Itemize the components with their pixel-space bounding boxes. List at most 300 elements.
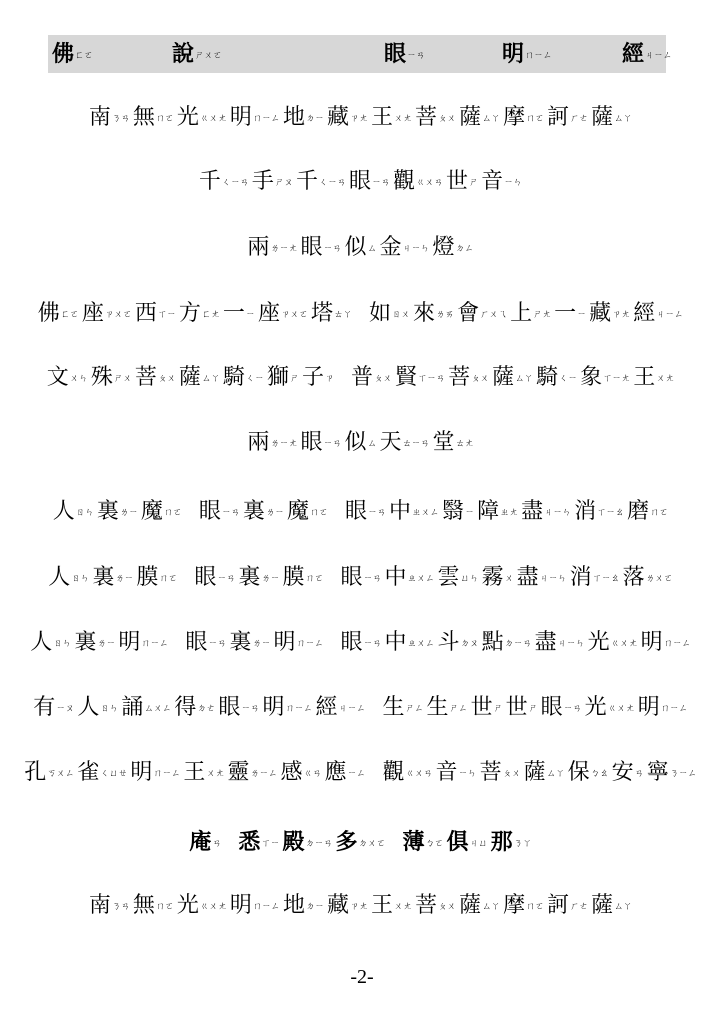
verse-line: [0, 888, 724, 925]
title-bar: [48, 35, 673, 73]
hanzi: 眼: [194, 565, 217, 590]
hanzi: 明: [640, 630, 663, 655]
zhuyin-annotation: ㄎㄨㄥ: [47, 769, 75, 779]
zhuyin-annotation: ㄇㄧㄥ: [153, 769, 181, 779]
zhuyin-annotation: ㄋㄧㄥ: [669, 769, 697, 779]
zhuyin-annotation: ㄌㄧㄥ: [250, 769, 278, 779]
zhuyin-annotation: ㄨㄤ: [394, 902, 413, 912]
zhuyin-annotation: ㄗㄤ: [612, 310, 631, 320]
hanzi: 西: [134, 301, 157, 326]
zhuyin-annotation: ㄇㄧㄥ: [285, 704, 313, 714]
hanzi: 文: [46, 365, 69, 390]
annotated-char: [223, 301, 258, 326]
zhuyin-annotation: ㄇㄛ: [155, 114, 174, 124]
annotated-char: [433, 235, 477, 260]
annotated-char: [591, 893, 635, 918]
hanzi: 世: [505, 695, 528, 720]
hanzi: 王: [371, 893, 394, 918]
annotated-char: [647, 760, 700, 785]
annotated-char: [324, 760, 368, 785]
annotated-char: [252, 169, 296, 194]
annotated-char: [135, 301, 179, 326]
hanzi: 方: [178, 301, 201, 326]
annotated-char: [491, 829, 535, 855]
annotated-char: [267, 365, 302, 390]
zhuyin-annotation: ㄇㄛ: [650, 508, 669, 518]
verse-line: [0, 755, 724, 792]
annotated-char: [589, 301, 633, 326]
zhuyin-annotation: ㄧㄢ: [208, 639, 227, 649]
zhuyin-annotation: ㄧ: [465, 508, 475, 518]
annotated-char: [345, 499, 389, 524]
hanzi: 裏: [229, 630, 252, 655]
hanzi: 多: [335, 829, 358, 855]
annotated-char: [395, 365, 448, 390]
hanzi: 眼: [198, 499, 221, 524]
zhuyin-annotation: ㄍㄨㄢ: [416, 178, 444, 188]
zhuyin-annotation: ㄉㄧ: [305, 114, 324, 124]
annotated-char: [273, 630, 326, 655]
hanzi: 殿: [282, 829, 305, 855]
hanzi: 應: [324, 760, 347, 785]
hanzi: 世: [446, 169, 469, 194]
zhuyin-annotation: ㄧㄢ: [363, 639, 382, 649]
annotated-char: [627, 499, 671, 524]
zhuyin-annotation: ㄏㄜ: [570, 902, 589, 912]
hanzi: 盡: [521, 499, 544, 524]
annotated-char: [135, 365, 179, 390]
hanzi: 人: [52, 499, 75, 524]
verse-line: [0, 230, 724, 267]
hanzi: 消: [574, 499, 597, 524]
hanzi: 南: [88, 105, 111, 130]
zhuyin-annotation: ㄧㄢ: [323, 244, 342, 254]
hanzi: 光: [587, 630, 610, 655]
zhuyin-annotation: ㄖㄣ: [71, 574, 90, 584]
annotated-char: [393, 169, 446, 194]
hanzi: 南: [88, 893, 111, 918]
zhuyin-annotation: ㄑㄧ: [245, 374, 264, 384]
zhuyin-annotation: ㄓㄤ: [500, 508, 519, 518]
hanzi: 誦: [121, 695, 144, 720]
annotated-char: [641, 630, 694, 655]
zhuyin-annotation: ㄕㄡ: [274, 178, 293, 188]
annotated-char: [471, 695, 506, 720]
zhuyin-annotation: ㄖㄣ: [75, 508, 94, 518]
annotated-char: [633, 301, 686, 326]
annotated-char: [588, 630, 641, 655]
annotated-char: [243, 499, 287, 524]
zhuyin-annotation: ㄇㄧㄥ: [660, 704, 688, 714]
annotated-char: [194, 565, 238, 590]
zhuyin-annotation: ㄙㄚ: [482, 902, 501, 912]
zhuyin-annotation: ㄌㄧ: [119, 508, 138, 518]
annotated-char: [380, 235, 433, 260]
hanzi: 安: [611, 760, 634, 785]
annotated-char: [30, 630, 74, 655]
hanzi: 音: [435, 760, 458, 785]
zhuyin-annotation: ㄨ: [504, 574, 514, 584]
hanzi: 菩: [479, 760, 502, 785]
annotated-char: [302, 365, 337, 390]
hanzi: 中: [384, 630, 407, 655]
hanzi: 菩: [448, 365, 471, 390]
zhuyin-annotation: ㄉㄧ: [305, 902, 324, 912]
annotated-char: [369, 301, 413, 326]
zhuyin-annotation: ㄒㄧ: [261, 839, 280, 849]
annotated-char: [315, 695, 368, 720]
zhuyin-annotation: ㄩㄣ: [460, 574, 479, 584]
hanzi: 音: [481, 169, 504, 194]
annotated-char: [351, 365, 395, 390]
hanzi: 薄: [402, 829, 425, 855]
zhuyin-annotation: ㄆㄨ: [157, 374, 176, 384]
annotated-char: [413, 301, 457, 326]
annotated-char: [133, 105, 177, 130]
annotated-char: [296, 169, 349, 194]
hanzi: 明: [262, 695, 285, 720]
hanzi: 一: [222, 301, 245, 326]
hanzi: 明: [273, 630, 296, 655]
zhuyin-annotation: ㄉㄥ: [455, 244, 474, 254]
annotated-char: [574, 499, 627, 524]
annotated-char: [174, 695, 218, 720]
hanzi: 生: [382, 695, 405, 720]
annotated-char: [130, 760, 183, 785]
hanzi: 得: [174, 695, 197, 720]
hanzi: 盡: [516, 565, 539, 590]
zhuyin-annotation: ㄇㄛ: [305, 574, 324, 584]
zhuyin-annotation: ㄉㄨㄛ: [358, 839, 386, 849]
annotated-char: [506, 695, 541, 720]
annotated-char: [503, 893, 547, 918]
hanzi: 兩: [247, 235, 270, 260]
hanzi: 無: [132, 105, 155, 130]
title-char: [502, 39, 555, 71]
hanzi: 翳: [442, 499, 465, 524]
verse-line: [0, 494, 724, 531]
annotated-char: [282, 565, 326, 590]
zhuyin-annotation: ㄙㄚ: [614, 114, 633, 124]
zhuyin-annotation: ㄧㄢ: [368, 508, 387, 518]
annotated-char: [223, 365, 267, 390]
annotated-char: [344, 430, 379, 455]
zhuyin-annotation: ㄐㄧㄥ: [645, 51, 673, 61]
hanzi: 俱: [446, 829, 469, 855]
annotated-char: [218, 695, 262, 720]
title-char: [384, 39, 428, 71]
annotated-char: [258, 301, 311, 326]
hanzi: 悉: [238, 829, 261, 855]
annotated-char: [238, 565, 282, 590]
hanzi: 眼: [340, 630, 363, 655]
hanzi: 摩: [503, 893, 526, 918]
zhuyin-annotation: ㄑㄧㄢ: [318, 178, 346, 188]
hanzi: 光: [584, 695, 607, 720]
hanzi: 眼: [185, 630, 208, 655]
hanzi: 光: [176, 893, 199, 918]
zhuyin-annotation: ㄕ: [528, 704, 538, 714]
hanzi: 經: [315, 695, 338, 720]
hanzi: 雀: [77, 760, 100, 785]
zhuyin-annotation: ㄍㄢ: [303, 769, 322, 779]
annotated-char: [446, 169, 481, 194]
annotated-char: [74, 630, 118, 655]
annotated-char: [48, 565, 92, 590]
zhuyin-annotation: ㄙㄚ: [482, 114, 501, 124]
zhuyin-annotation: ㄇㄛ: [309, 508, 328, 518]
hanzi: 薩: [492, 365, 515, 390]
hanzi: 明: [229, 105, 252, 130]
zhuyin-annotation: ㄌㄧㄤ: [270, 439, 298, 449]
annotated-char: [262, 695, 315, 720]
hanzi: 摩: [503, 105, 526, 130]
annotated-char: [199, 169, 252, 194]
annotated-char: [89, 893, 133, 918]
zhuyin-annotation: ㄕㄨ: [113, 374, 132, 384]
annotated-char: [568, 760, 612, 785]
hanzi: 那: [490, 829, 513, 855]
annotated-char: [300, 430, 344, 455]
annotated-char: [280, 760, 324, 785]
zhuyin-annotation: ㄒㄧㄢ: [418, 374, 446, 384]
annotated-char: [199, 499, 243, 524]
verse-line: [0, 164, 724, 201]
annotated-char: [327, 893, 371, 918]
hanzi: 普: [351, 365, 374, 390]
title-glyph: 經: [622, 41, 645, 67]
hanzi: 眼: [300, 430, 323, 455]
annotated-char: [340, 565, 384, 590]
title-glyph: 明: [502, 41, 525, 67]
hanzi: 觀: [393, 169, 416, 194]
hanzi: 磨: [627, 499, 650, 524]
hanzi: 魔: [140, 499, 163, 524]
hanzi: 獅: [266, 365, 289, 390]
hanzi: 千: [295, 169, 318, 194]
hanzi: 明: [229, 893, 252, 918]
annotated-char: [53, 499, 97, 524]
annotated-char: [438, 630, 482, 655]
title-glyph: 說: [172, 41, 195, 67]
zhuyin-annotation: ㄐㄧㄥ: [338, 704, 366, 714]
hanzi: 眼: [348, 169, 371, 194]
zhuyin-annotation: ㄕㄨㄛ: [195, 51, 223, 61]
zhuyin-annotation: ㄒㄧㄠ: [592, 574, 620, 584]
zhuyin-annotation: ㄊㄤ: [455, 439, 474, 449]
hanzi: 騎: [222, 365, 245, 390]
annotated-char: [482, 630, 535, 655]
zhuyin-annotation: ㄆㄨ: [438, 114, 457, 124]
zhuyin-annotation: ㄧㄢ: [372, 178, 391, 188]
zhuyin-annotation: ㄕㄥ: [405, 704, 424, 714]
zhuyin-annotation: ㄐㄧㄣ: [544, 508, 572, 518]
hanzi: 塔: [310, 301, 333, 326]
zhuyin-annotation: ㄉㄧㄢ: [305, 839, 333, 849]
zhuyin-annotation: ㄕ: [469, 178, 479, 188]
zhuyin-annotation: ㄅㄠ: [590, 769, 609, 779]
annotated-char: [82, 301, 135, 326]
zhuyin-annotation: ㄆㄨ: [471, 374, 490, 384]
hanzi: 感: [280, 760, 303, 785]
zhuyin-annotation: ㄑㄧ: [559, 374, 578, 384]
verse-line: [0, 425, 724, 462]
annotated-char: [415, 893, 459, 918]
annotated-char: [247, 235, 300, 260]
hanzi: 座: [257, 301, 280, 326]
hanzi: 似: [344, 235, 367, 260]
zhuyin-annotation: ㄕㄥ: [449, 704, 468, 714]
zhuyin-annotation: ㄖㄣ: [100, 704, 119, 714]
hanzi: 裏: [242, 499, 265, 524]
zhuyin-annotation: ㄙㄨㄥ: [144, 704, 172, 714]
verse-line: [0, 824, 724, 862]
zhuyin-annotation: ㄆㄨ: [438, 902, 457, 912]
annotated-char: [283, 105, 327, 130]
zhuyin-annotation: ㄗ: [324, 374, 334, 384]
hanzi: 庵: [189, 829, 212, 855]
annotated-char: [97, 499, 141, 524]
hanzi: 藏: [589, 301, 612, 326]
annotated-char: [247, 430, 300, 455]
annotated-char: [282, 829, 335, 855]
hanzi: 眼: [540, 695, 563, 720]
zhuyin-annotation: ㄇㄛ: [163, 508, 182, 518]
hanzi: 藏: [326, 893, 349, 918]
hanzi: 眼: [300, 235, 323, 260]
annotated-char: [433, 430, 477, 455]
zhuyin-annotation: ㄉㄡ: [460, 639, 479, 649]
annotated-char: [77, 695, 121, 720]
hanzi: 觀: [382, 760, 405, 785]
zhuyin-annotation: ㄕ: [289, 374, 299, 384]
hanzi: 生: [426, 695, 449, 720]
annotated-char: [230, 105, 283, 130]
hanzi: 霧: [481, 565, 504, 590]
hanzi: 地: [282, 893, 305, 918]
annotated-char: [638, 695, 691, 720]
zhuyin-annotation: ㄨㄤ: [656, 374, 675, 384]
hanzi: 兩: [247, 430, 270, 455]
zhuyin-annotation: ㄌㄨㄛ: [645, 574, 673, 584]
verse-line: [0, 690, 724, 727]
verse-line: [0, 100, 724, 137]
zhuyin-annotation: ㄢ: [212, 839, 222, 849]
zhuyin-annotation: ㄗㄨㄛ: [280, 310, 308, 320]
hanzi: 點: [481, 630, 504, 655]
zhuyin-annotation: ㄋㄚ: [513, 839, 532, 849]
title-glyph: 眼: [384, 41, 407, 67]
hanzi: 殊: [90, 365, 113, 390]
annotated-char: [118, 630, 171, 655]
zhuyin-annotation: ㄒㄧㄠ: [597, 508, 625, 518]
zhuyin-annotation: ㄐㄧㄥ: [656, 310, 684, 320]
hanzi: 薩: [591, 893, 614, 918]
zhuyin-annotation: ㄨㄤ: [394, 114, 413, 124]
zhuyin-annotation: ㄑㄩㄝ: [100, 769, 128, 779]
annotated-char: [585, 695, 638, 720]
hanzi: 雲: [437, 565, 460, 590]
zhuyin-annotation: ㄐㄧㄣ: [557, 639, 585, 649]
hanzi: 靈: [227, 760, 250, 785]
annotated-char: [580, 365, 633, 390]
annotated-char: [383, 760, 436, 785]
hanzi: 裏: [238, 565, 261, 590]
annotated-char: [227, 760, 280, 785]
annotated-char: [47, 365, 91, 390]
verse-line: [0, 296, 724, 333]
hanzi: 子: [301, 365, 324, 390]
hanzi: 保: [567, 760, 590, 785]
hanzi: 來: [413, 301, 436, 326]
hanzi: 會: [457, 301, 480, 326]
hanzi: 眼: [344, 499, 367, 524]
zhuyin-annotation: ㄌㄧ: [261, 574, 280, 584]
annotated-char: [38, 301, 82, 326]
hanzi: 人: [30, 630, 53, 655]
hanzi: 裏: [96, 499, 119, 524]
hanzi: 金: [379, 235, 402, 260]
zhuyin-annotation: ㄧㄢ: [217, 574, 236, 584]
hanzi: 王: [371, 105, 394, 130]
zhuyin-annotation: ㄧ: [245, 310, 255, 320]
annotated-char: [427, 695, 471, 720]
zhuyin-annotation: ㄌㄞ: [436, 310, 455, 320]
annotated-char: [503, 105, 547, 130]
annotated-char: [403, 829, 447, 855]
hanzi: 訶: [547, 105, 570, 130]
annotated-char: [179, 365, 223, 390]
hanzi: 裏: [92, 565, 115, 590]
annotated-char: [24, 760, 77, 785]
annotated-char: [517, 565, 570, 590]
annotated-char: [481, 169, 525, 194]
hanzi: 膜: [282, 565, 305, 590]
annotated-char: [459, 893, 503, 918]
zhuyin-annotation: ㄇㄧㄥ: [663, 639, 691, 649]
hanzi: 似: [344, 430, 367, 455]
hanzi: 中: [389, 499, 412, 524]
zhuyin-annotation: ㄗㄤ: [349, 902, 368, 912]
title-char: [52, 39, 96, 71]
zhuyin-annotation: ㄧㄣ: [458, 769, 477, 779]
hanzi: 中: [384, 565, 407, 590]
annotated-char: [623, 565, 676, 590]
zhuyin-annotation: ㄗㄤ: [349, 114, 368, 124]
annotated-char: [92, 565, 136, 590]
zhuyin-annotation: ㄋㄢ: [111, 902, 130, 912]
hanzi: 薩: [178, 365, 201, 390]
hanzi: 魔: [286, 499, 309, 524]
hanzi: 薩: [523, 760, 546, 785]
annotated-char: [229, 630, 273, 655]
annotated-char: [541, 695, 585, 720]
zhuyin-annotation: ㄙ: [367, 439, 377, 449]
annotated-char: [536, 365, 580, 390]
annotated-char: [524, 760, 568, 785]
hanzi: 菩: [134, 365, 157, 390]
zhuyin-annotation: ㄨㄤ: [206, 769, 225, 779]
zhuyin-annotation: ㄧㄣ: [504, 178, 523, 188]
zhuyin-annotation: ㄌㄧ: [265, 508, 284, 518]
annotated-char: [136, 565, 180, 590]
hanzi: 燈: [432, 235, 455, 260]
hanzi: 人: [48, 565, 71, 590]
zhuyin-annotation: ㄙㄚ: [515, 374, 534, 384]
hanzi: 明: [118, 630, 141, 655]
annotated-char: [442, 499, 477, 524]
hanzi: 上: [510, 301, 533, 326]
